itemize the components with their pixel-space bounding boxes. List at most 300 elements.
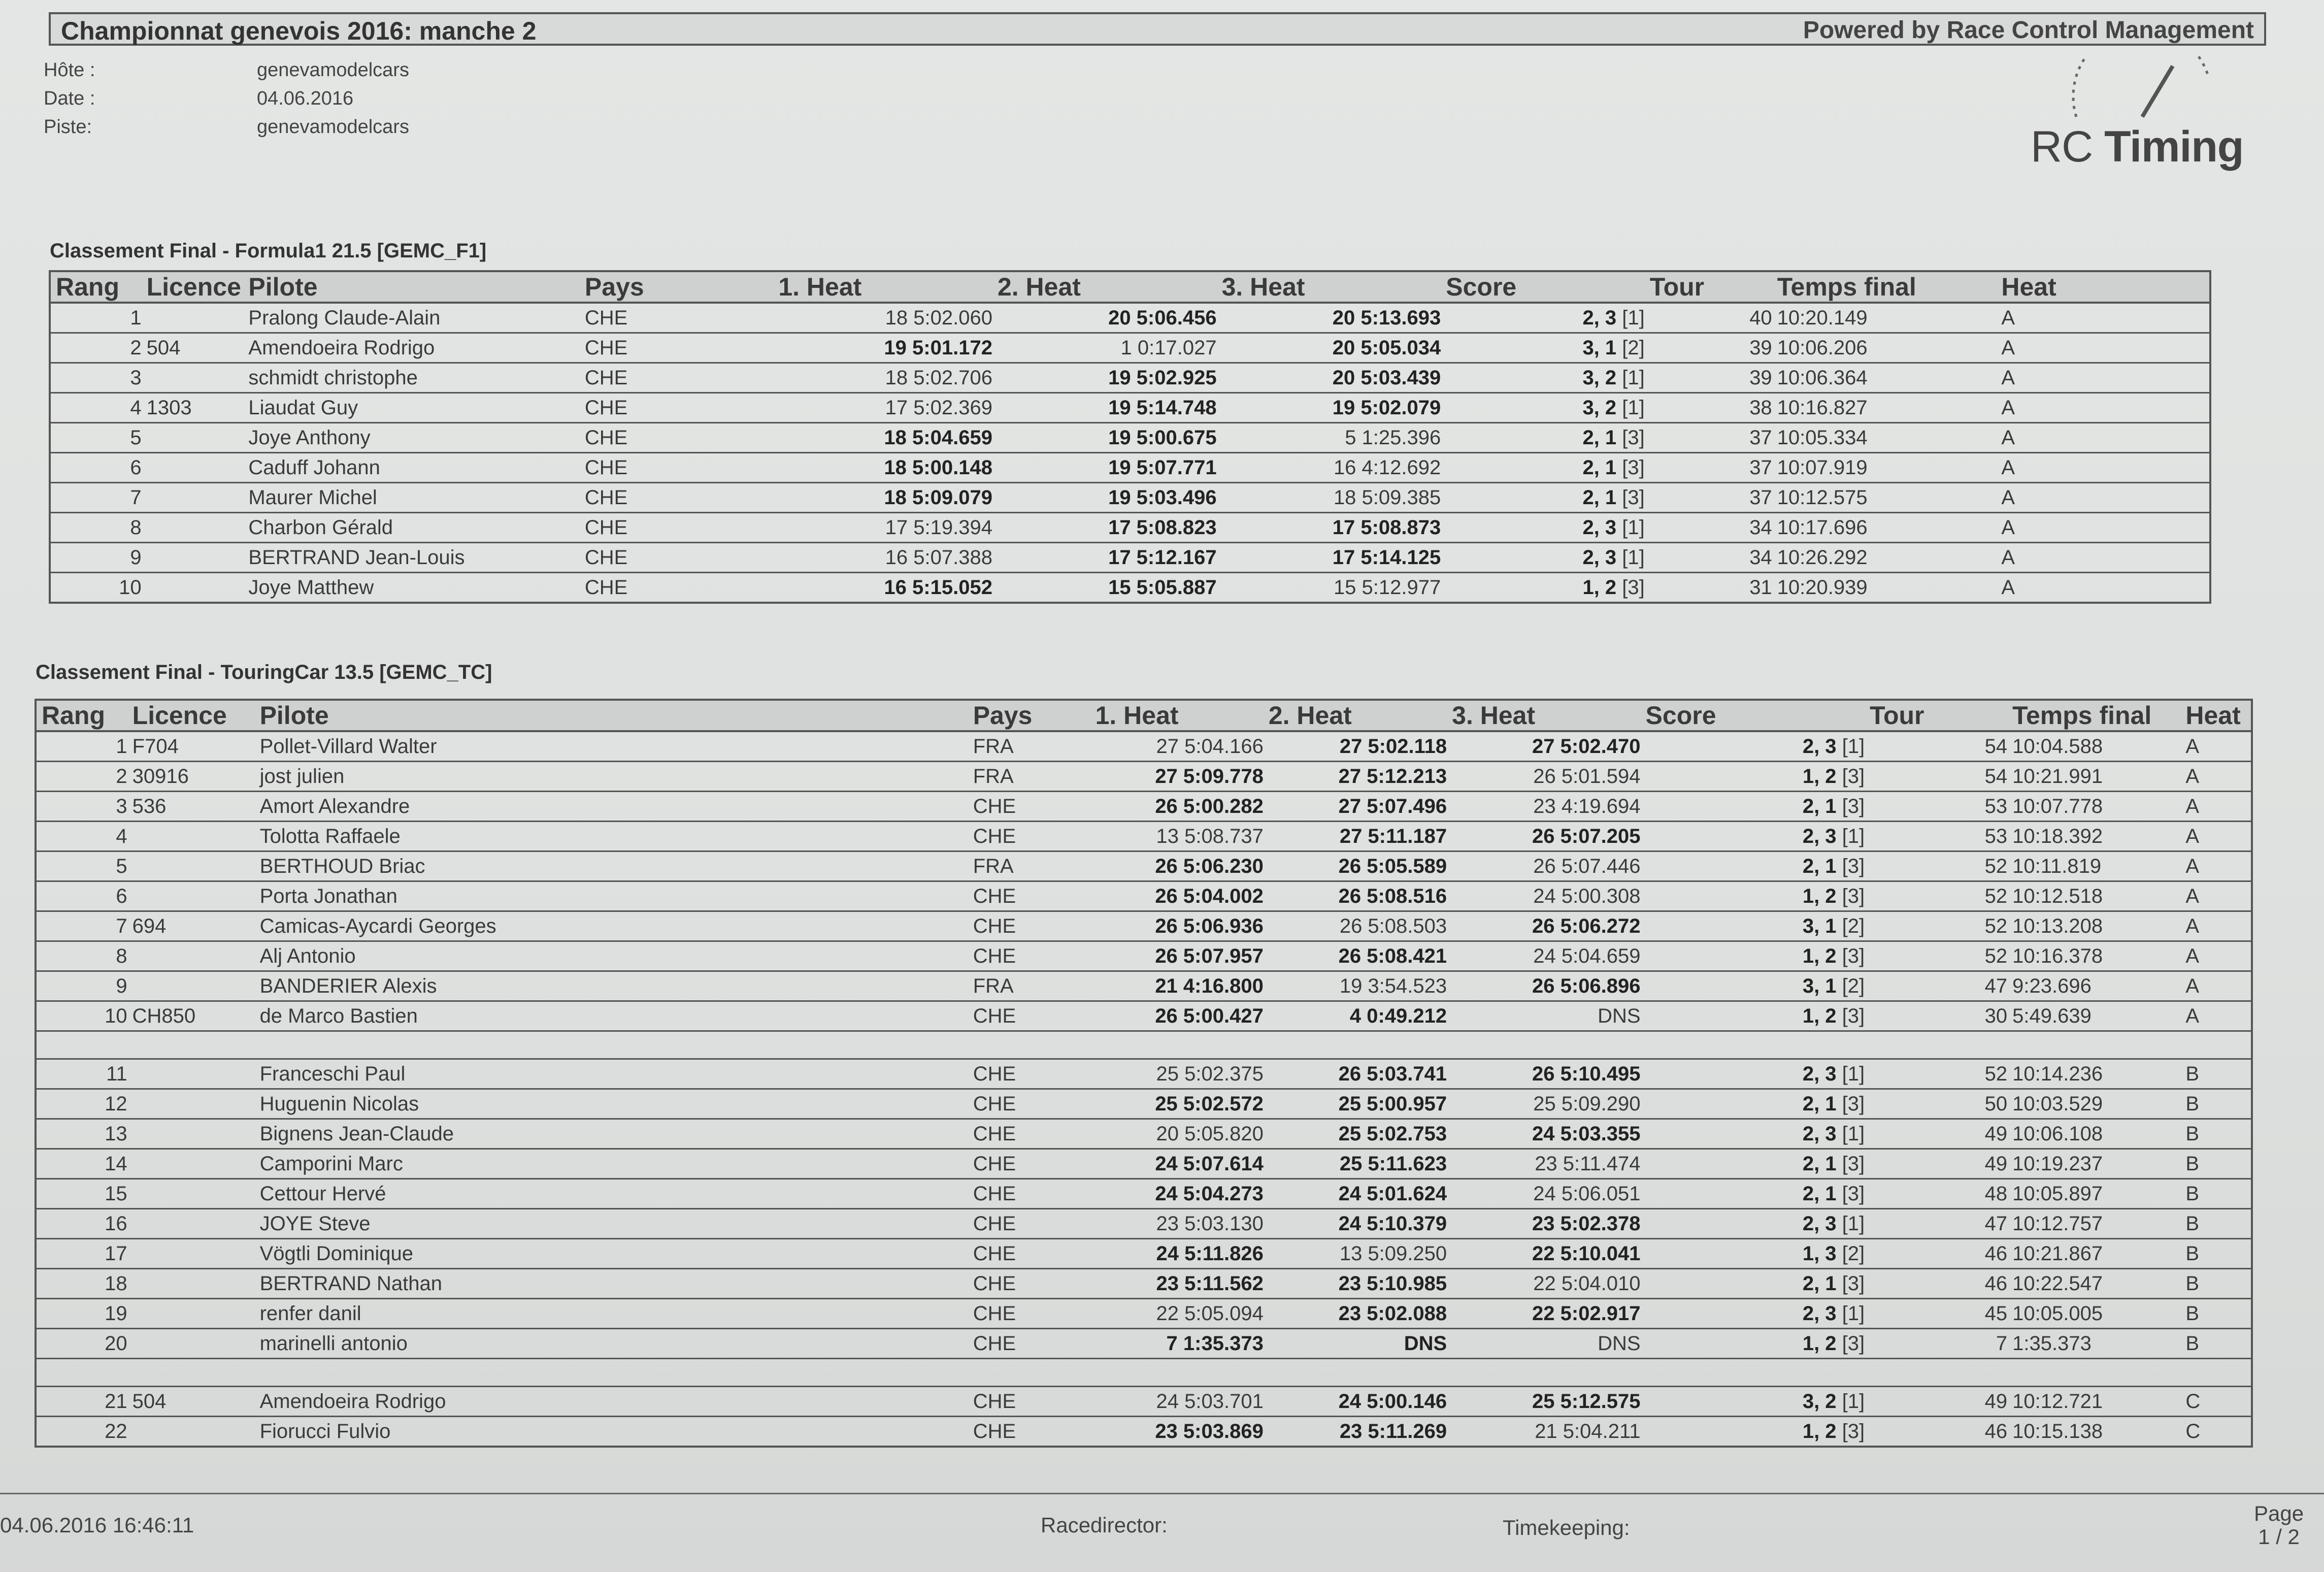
table-row (50, 393, 2210, 423)
cell-final-time: 9:23.696 (2007, 971, 2180, 1001)
cell-heat2: 13 5:09.250 (1264, 1239, 1447, 1269)
footer-divider (0, 1493, 2324, 1494)
cell-laps: 52 (1865, 852, 2007, 881)
cell-licence (127, 971, 255, 1001)
cell-heat2: 23 5:10.985 (1264, 1269, 1447, 1299)
tc-col-licence: Licence (127, 700, 255, 731)
cell-score: 2, 3 [1] (1441, 543, 1645, 573)
cell-heat1: 25 5:02.375 (1090, 1059, 1264, 1089)
table-row (36, 1119, 2252, 1149)
table-row (36, 1387, 2252, 1417)
cell-final-time: 10:06.108 (2007, 1119, 2180, 1149)
cell-heat2: 26 5:08.516 (1264, 881, 1447, 911)
cell-final-time: 10:12.518 (2007, 881, 2180, 911)
cell-rank: 13 (36, 1119, 127, 1149)
cell-licence (142, 453, 244, 483)
cell-heat-group: B (2180, 1149, 2252, 1179)
cell-heat1: 17 5:02.369 (773, 393, 992, 423)
cell-licence: 504 (142, 333, 244, 363)
cell-pilot: Porta Jonathan (255, 881, 968, 911)
cell-score: 3, 1 [2] (1641, 971, 1865, 1001)
cell-laps (1865, 1031, 2007, 1059)
cell-pilot: Amendoeira Rodrigo (243, 333, 579, 363)
cell-rank: 16 (36, 1209, 127, 1239)
table-row (36, 1001, 2252, 1031)
cell-score: 1, 2 [3] (1641, 1001, 1865, 1031)
cell-final-time: 10:21.991 (2007, 762, 2180, 792)
cell-country: CHE (580, 573, 773, 603)
cell-heat1: 16 5:07.388 (773, 543, 992, 573)
table-row (36, 822, 2252, 852)
cell-pilot: jost julien (255, 762, 968, 792)
cell-country: CHE (968, 1329, 1090, 1359)
table-row (36, 762, 2252, 792)
f1-col-licence: Licence (142, 271, 244, 303)
table-row (36, 1179, 2252, 1209)
cell-heat-group: A (2180, 971, 2252, 1001)
cell-laps: 52 (1865, 941, 2007, 971)
cell-final-time: 10:07.919 (1772, 453, 1997, 483)
cell-heat3: 26 5:07.446 (1447, 852, 1640, 881)
cell-heat1: 23 5:11.562 (1090, 1269, 1264, 1299)
cell-heat-group: A (2180, 1001, 2252, 1031)
table-row (36, 1329, 2252, 1359)
table-row (36, 792, 2252, 822)
cell-final-time: 5:49.639 (2007, 1001, 2180, 1031)
f1-section-title: Classement Final - Formula1 21.5 [GEMC_F1] (50, 240, 487, 262)
cell-laps (1865, 1359, 2007, 1387)
cell-country: FRA (968, 971, 1090, 1001)
cell-laps: 46 (1865, 1269, 2007, 1299)
cell-licence (142, 363, 244, 393)
cell-heat2: 1 0:17.027 (992, 333, 1217, 363)
cell-score: 1, 2 [3] (1641, 941, 1865, 971)
f1-col-pilot: Pilote (243, 271, 579, 303)
page-number: Page 1 / 2 (2254, 1501, 2304, 1549)
cell-heat2: 25 5:02.753 (1264, 1119, 1447, 1149)
cell-licence: 504 (127, 1387, 255, 1417)
cell-heat3: 19 5:02.079 (1217, 393, 1441, 423)
cell-pilot: Amendoeira Rodrigo (255, 1387, 968, 1417)
table-row (36, 852, 2252, 881)
cell-laps: 46 (1865, 1417, 2007, 1447)
cell-score: 2, 3 [1] (1441, 513, 1645, 543)
cell-pilot: Caduff Johann (243, 453, 579, 483)
cell-heat3: 26 5:07.205 (1447, 822, 1640, 852)
cell-heat3: 24 5:06.051 (1447, 1179, 1640, 1209)
cell-heat3: 22 5:02.917 (1447, 1299, 1640, 1329)
cell-pilot: BERTRAND Jean-Louis (243, 543, 579, 573)
cell-rank: 11 (36, 1059, 127, 1089)
cell-country: CHE (968, 1149, 1090, 1179)
cell-pilot: BERTRAND Nathan (255, 1269, 968, 1299)
f1-col-heat-group: Heat (1996, 271, 2210, 303)
table-row (36, 731, 2252, 762)
cell-heat1 (1090, 1359, 1264, 1387)
cell-score: 2, 3 [1] (1441, 303, 1645, 333)
cell-country: CHE (968, 822, 1090, 852)
cell-licence (127, 1329, 255, 1359)
cell-licence (142, 513, 244, 543)
cell-heat3: 17 5:14.125 (1217, 543, 1441, 573)
cell-rank: 9 (36, 971, 127, 1001)
date-label: Date : (44, 88, 95, 109)
cell-heat-group: A (2180, 941, 2252, 971)
cell-licence (127, 1239, 255, 1269)
cell-final-time: 10:20.149 (1772, 303, 1997, 333)
cell-pilot: Alj Antonio (255, 941, 968, 971)
cell-laps: 47 (1865, 971, 2007, 1001)
cell-heat3: 22 5:10.041 (1447, 1239, 1640, 1269)
cell-heat3: 5 1:25.396 (1217, 423, 1441, 453)
cell-licence (127, 1417, 255, 1447)
cell-rank: 7 (50, 483, 142, 513)
cell-heat1: 16 5:15.052 (773, 573, 992, 603)
cell-heat2: 27 5:07.496 (1264, 792, 1447, 822)
cell-rank: 3 (50, 363, 142, 393)
meta-block (44, 56, 409, 141)
cell-laps: 39 (1645, 363, 1772, 393)
cell-heat2: 19 3:54.523 (1264, 971, 1447, 1001)
table-row (50, 453, 2210, 483)
cell-rank: 9 (50, 543, 142, 573)
tc-col-rank: Rang (36, 700, 127, 731)
cell-heat3: 18 5:09.385 (1217, 483, 1441, 513)
cell-heat2: 27 5:02.118 (1264, 731, 1447, 762)
cell-heat-group: A (1996, 543, 2210, 573)
tc-col-heat2: 2. Heat (1264, 700, 1447, 731)
cell-pilot: renfer danil (255, 1299, 968, 1329)
f1-results-table (49, 270, 2211, 604)
f1-col-laps: Tour (1645, 271, 1772, 303)
cell-heat-group (2180, 1359, 2252, 1387)
cell-final-time: 1:35.373 (2007, 1329, 2180, 1359)
cell-heat3 (1447, 1359, 1640, 1387)
cell-heat-group: C (2180, 1417, 2252, 1447)
cell-pilot: Charbon Gérald (243, 513, 579, 543)
cell-final-time: 10:07.778 (2007, 792, 2180, 822)
cell-pilot: Pralong Claude-Alain (243, 303, 579, 333)
cell-heat-group: A (1996, 423, 2210, 453)
table-row (36, 941, 2252, 971)
cell-final-time: 10:21.867 (2007, 1239, 2180, 1269)
cell-heat3: 23 4:19.694 (1447, 792, 1640, 822)
cell-final-time: 10:04.588 (2007, 731, 2180, 762)
cell-heat3: 26 5:01.594 (1447, 762, 1640, 792)
tc-rows (36, 731, 2252, 1447)
cell-heat-group: A (2180, 731, 2252, 762)
cell-score: 3, 2 [1] (1441, 363, 1645, 393)
cell-score: 1, 2 [3] (1641, 762, 1865, 792)
cell-score: 2, 1 [3] (1441, 453, 1645, 483)
cell-final-time: 10:12.757 (2007, 1209, 2180, 1239)
cell-score: 2, 1 [3] (1641, 792, 1865, 822)
cell-heat-group: B (2180, 1119, 2252, 1149)
table-row (36, 1239, 2252, 1269)
cell-licence (127, 1119, 255, 1149)
f1-col-score: Score (1441, 271, 1645, 303)
cell-score: 2, 3 [1] (1641, 1209, 1865, 1239)
cell-heat2: 19 5:14.748 (992, 393, 1217, 423)
cell-heat2: 19 5:00.675 (992, 423, 1217, 453)
cell-licence: 694 (127, 911, 255, 941)
cell-rank: 20 (36, 1329, 127, 1359)
f1-col-heat1: 1. Heat (773, 271, 992, 303)
cell-heat1: 18 5:02.706 (773, 363, 992, 393)
cell-heat2: 19 5:02.925 (992, 363, 1217, 393)
cell-heat-group: B (2180, 1329, 2252, 1359)
f1-col-final-time: Temps final (1772, 271, 1997, 303)
tc-col-final-time: Temps final (2007, 700, 2180, 731)
header-bar (49, 12, 2266, 46)
tc-col-heat-group: Heat (2180, 700, 2252, 731)
cell-heat-group: A (1996, 573, 2210, 603)
cell-pilot: Camicas-Aycardi Georges (255, 911, 968, 941)
cell-country: CHE (580, 393, 773, 423)
cell-final-time: 10:06.364 (1772, 363, 1997, 393)
cell-heat1: 24 5:07.614 (1090, 1149, 1264, 1179)
cell-country: CHE (968, 911, 1090, 941)
cell-score: 3, 2 [1] (1441, 393, 1645, 423)
table-row (36, 1209, 2252, 1239)
table-row (36, 1031, 2252, 1059)
cell-heat3: 20 5:03.439 (1217, 363, 1441, 393)
table-row (36, 1269, 2252, 1299)
cell-heat2: 20 5:06.456 (992, 303, 1217, 333)
cell-score: 2, 1 [3] (1641, 1089, 1865, 1119)
cell-country: CHE (580, 333, 773, 363)
cell-rank: 6 (36, 881, 127, 911)
cell-heat2: 26 5:03.741 (1264, 1059, 1447, 1089)
cell-country: CHE (968, 1179, 1090, 1209)
cell-laps: 37 (1645, 483, 1772, 513)
cell-country: CHE (968, 1089, 1090, 1119)
cell-pilot (255, 1031, 968, 1059)
cell-heat-group: B (2180, 1299, 2252, 1329)
cell-laps: 48 (1865, 1179, 2007, 1209)
cell-score: 3, 1 [2] (1441, 333, 1645, 363)
cell-score: 3, 2 [1] (1641, 1387, 1865, 1417)
cell-pilot: Franceschi Paul (255, 1059, 968, 1089)
cell-heat2: 19 5:03.496 (992, 483, 1217, 513)
cell-rank: 6 (50, 453, 142, 483)
cell-laps: 30 (1865, 1001, 2007, 1031)
cell-final-time: 10:11.819 (2007, 852, 2180, 881)
cell-rank: 18 (36, 1269, 127, 1299)
cell-heat2: 25 5:11.623 (1264, 1149, 1447, 1179)
cell-heat3: 16 4:12.692 (1217, 453, 1441, 483)
cell-heat1: 24 5:11.826 (1090, 1239, 1264, 1269)
cell-pilot: Camporini Marc (255, 1149, 968, 1179)
cell-country: CHE (968, 1209, 1090, 1239)
tc-col-laps: Tour (1865, 700, 2007, 731)
cell-heat-group: A (2180, 911, 2252, 941)
cell-country: CHE (968, 1059, 1090, 1089)
cell-heat3: 22 5:04.010 (1447, 1269, 1640, 1299)
cell-country: CHE (580, 483, 773, 513)
cell-laps: 47 (1865, 1209, 2007, 1239)
cell-licence (127, 881, 255, 911)
cell-country: CHE (580, 453, 773, 483)
cell-score: 1, 2 [3] (1641, 881, 1865, 911)
cell-heat3: 25 5:12.575 (1447, 1387, 1640, 1417)
cell-rank: 1 (36, 731, 127, 762)
cell-pilot: Tolotta Raffaele (255, 822, 968, 852)
cell-rank: 12 (36, 1089, 127, 1119)
cell-heat1: 23 5:03.130 (1090, 1209, 1264, 1239)
cell-pilot: Huguenin Nicolas (255, 1089, 968, 1119)
cell-laps: 49 (1865, 1149, 2007, 1179)
cell-heat1: 7 1:35.373 (1090, 1329, 1264, 1359)
cell-rank: 4 (50, 393, 142, 423)
cell-rank: 22 (36, 1417, 127, 1447)
table-row (50, 303, 2210, 333)
cell-laps: 53 (1865, 822, 2007, 852)
cell-heat1: 26 5:06.936 (1090, 911, 1264, 941)
cell-licence (127, 1299, 255, 1329)
cell-heat-group: C (2180, 1387, 2252, 1417)
cell-final-time: 10:16.827 (1772, 393, 1997, 423)
timekeeping-label: Timekeeping: (1503, 1516, 1630, 1540)
cell-heat-group: A (2180, 881, 2252, 911)
cell-score: 2, 1 [3] (1441, 483, 1645, 513)
table-row (50, 513, 2210, 543)
cell-rank (36, 1031, 127, 1059)
cell-rank: 5 (50, 423, 142, 453)
cell-laps: 34 (1645, 543, 1772, 573)
cell-rank: 2 (50, 333, 142, 363)
date-value: 04.06.2016 (257, 88, 354, 109)
cell-final-time: 10:26.292 (1772, 543, 1997, 573)
cell-licence (142, 483, 244, 513)
cell-licence (127, 941, 255, 971)
cell-heat2: 17 5:12.167 (992, 543, 1217, 573)
cell-country: CHE (580, 423, 773, 453)
cell-heat1 (1090, 1031, 1264, 1059)
cell-laps: 49 (1865, 1119, 2007, 1149)
cell-heat3: 15 5:12.977 (1217, 573, 1441, 603)
cell-country: CHE (580, 303, 773, 333)
cell-score: 2, 3 [1] (1641, 1299, 1865, 1329)
cell-rank: 8 (36, 941, 127, 971)
cell-heat2: 25 5:00.957 (1264, 1089, 1447, 1119)
cell-pilot: Joye Matthew (243, 573, 579, 603)
tc-col-score: Score (1641, 700, 1865, 731)
f1-rows (50, 303, 2210, 603)
cell-heat-group: B (2180, 1059, 2252, 1089)
cell-score: 2, 3 [1] (1641, 731, 1865, 762)
cell-pilot: Cettour Hervé (255, 1179, 968, 1209)
cell-heat3: 24 5:00.308 (1447, 881, 1640, 911)
cell-heat1: 18 5:00.148 (773, 453, 992, 483)
table-row (50, 543, 2210, 573)
cell-heat-group: A (2180, 762, 2252, 792)
cell-final-time: 10:12.721 (2007, 1387, 2180, 1417)
cell-heat-group: A (1996, 333, 2210, 363)
f1-col-country: Pays (580, 271, 773, 303)
racedirector-label: Racedirector: (1041, 1513, 1168, 1537)
cell-country: CHE (968, 1119, 1090, 1149)
cell-pilot: de Marco Bastien (255, 1001, 968, 1031)
table-row (36, 1417, 2252, 1447)
table-row (36, 1089, 2252, 1119)
cell-pilot: Vögtli Dominique (255, 1239, 968, 1269)
cell-heat3 (1447, 1031, 1640, 1059)
tc-section-title: Classement Final - TouringCar 13.5 [GEMC_TC] (36, 661, 492, 683)
logo-text: RC Timing (2031, 122, 2244, 171)
cell-score: 2, 1 [3] (1641, 1269, 1865, 1299)
cell-heat1: 18 5:09.079 (773, 483, 992, 513)
cell-rank: 15 (36, 1179, 127, 1209)
cell-heat2: 26 5:08.503 (1264, 911, 1447, 941)
cell-heat2: 26 5:08.421 (1264, 941, 1447, 971)
cell-country (968, 1359, 1090, 1387)
cell-final-time (2007, 1031, 2180, 1059)
table-row (36, 911, 2252, 941)
cell-score: 2, 1 [3] (1441, 423, 1645, 453)
cell-pilot: JOYE Steve (255, 1209, 968, 1239)
speedometer-icon (2066, 56, 2218, 127)
cell-country: CHE (968, 1239, 1090, 1269)
table-row (50, 573, 2210, 603)
cell-country: FRA (968, 852, 1090, 881)
cell-heat-group: B (2180, 1089, 2252, 1119)
cell-country: FRA (968, 762, 1090, 792)
cell-heat2: 15 5:05.887 (992, 573, 1217, 603)
cell-final-time: 10:06.206 (1772, 333, 1997, 363)
cell-licence: F704 (127, 731, 255, 762)
cell-pilot: BERTHOUD Briac (255, 852, 968, 881)
table-row (50, 483, 2210, 513)
cell-laps: 50 (1865, 1089, 2007, 1119)
tc-col-heat1: 1. Heat (1090, 700, 1264, 731)
cell-licence (127, 1209, 255, 1239)
cell-laps: 49 (1865, 1387, 2007, 1417)
cell-heat1: 26 5:00.427 (1090, 1001, 1264, 1031)
cell-country: CHE (968, 1417, 1090, 1447)
cell-heat2: 23 5:11.269 (1264, 1417, 1447, 1447)
cell-heat1: 24 5:04.273 (1090, 1179, 1264, 1209)
cell-heat2: DNS (1264, 1329, 1447, 1359)
cell-heat3: 24 5:04.659 (1447, 941, 1640, 971)
cell-laps: 34 (1645, 513, 1772, 543)
f1-header-row (50, 271, 2210, 303)
cell-heat-group: A (1996, 513, 2210, 543)
cell-score: 3, 1 [2] (1641, 911, 1865, 941)
cell-heat-group: A (1996, 303, 2210, 333)
cell-laps: 53 (1865, 792, 2007, 822)
cell-licence (142, 573, 244, 603)
cell-country: CHE (968, 1387, 1090, 1417)
table-row (36, 1149, 2252, 1179)
cell-pilot: Joye Anthony (243, 423, 579, 453)
tc-results-table (35, 699, 2253, 1448)
cell-heat1: 25 5:02.572 (1090, 1089, 1264, 1119)
powered-by: Powered by Race Control Management (1803, 17, 2254, 44)
cell-pilot: BANDERIER Alexis (255, 971, 968, 1001)
cell-heat1: 22 5:05.094 (1090, 1299, 1264, 1329)
cell-heat3: 21 5:04.211 (1447, 1417, 1640, 1447)
cell-heat2: 27 5:12.213 (1264, 762, 1447, 792)
cell-score: 2, 1 [3] (1641, 1149, 1865, 1179)
cell-licence (127, 1179, 255, 1209)
cell-score (1641, 1359, 1865, 1387)
cell-final-time: 10:13.208 (2007, 911, 2180, 941)
cell-laps: 37 (1645, 423, 1772, 453)
cell-final-time: 10:16.378 (2007, 941, 2180, 971)
cell-licence (127, 852, 255, 881)
cell-score: 1, 2 [3] (1641, 1417, 1865, 1447)
